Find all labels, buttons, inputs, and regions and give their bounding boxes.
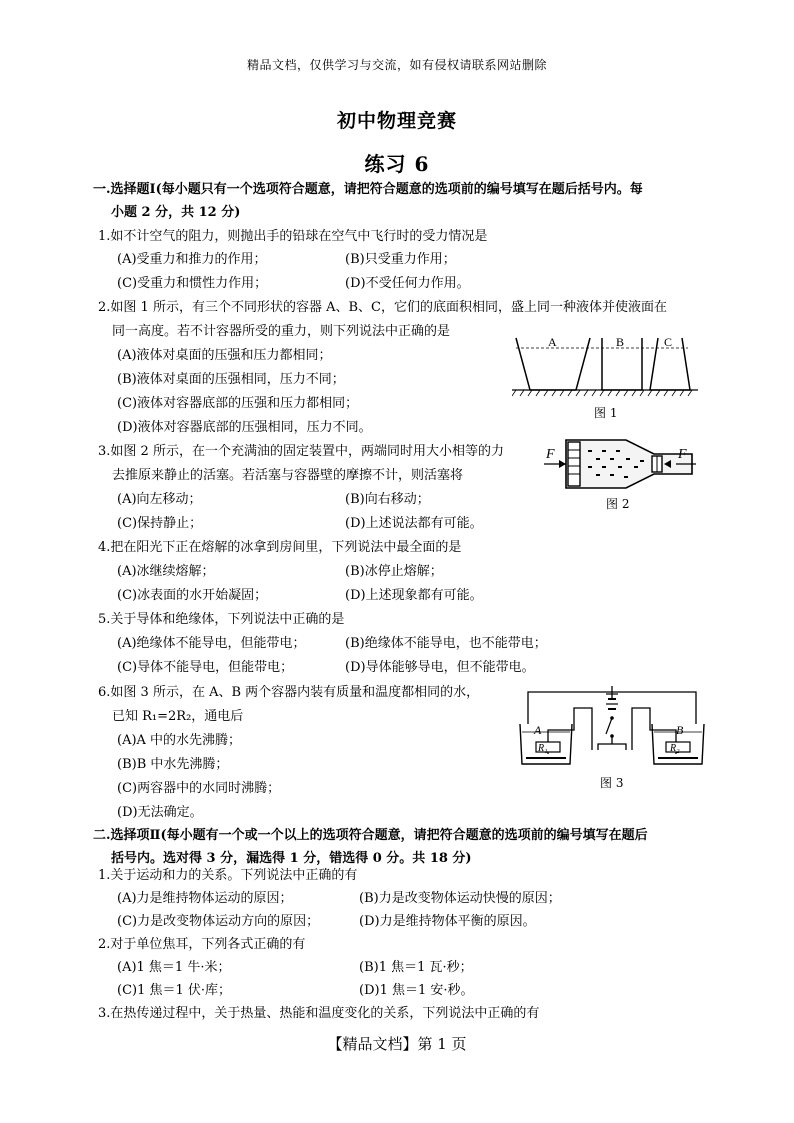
s2-question-3-stem: 3.在热传递过程中，关于热量、热能和温度变化的关系，下列说法中正确的有 (98, 1006, 540, 1021)
figure-3-label-r1: R₁ (538, 743, 548, 754)
question-6-stem: 6.如图 3 所示，在 A、B 两个容器内装有质量和温度都相同的水， (98, 685, 480, 700)
question-3-option-a: (A)向左移动； (117, 492, 202, 507)
s2-question-2-option-a: (A)1 焦＝1 牛·米； (117, 960, 231, 975)
question-3-option-b: (B)向右移动； (345, 492, 430, 507)
s2-question-2-option-d: (D)1 焦＝1 安·秒。 (359, 983, 474, 998)
question-3-option-c: (C)保持静止； (117, 516, 203, 531)
s2-question-1-option-a: (A)力是维持物体运动的原因； (117, 891, 293, 906)
figure-1-caption: 图 1 (594, 406, 618, 420)
figure-1-drawing (512, 330, 698, 402)
figure-2-force-left: F (546, 447, 555, 462)
figure-2-drawing (542, 436, 698, 492)
question-3-stem: 3.如图 2 所示，在一个充满油的固定装置中，两端同时用大小相等的力 (98, 444, 504, 459)
figure-3-label-r2: R₂ (670, 743, 680, 754)
page-subtitle: 练习 6 (364, 152, 430, 176)
figure-1-label-b: B (616, 335, 625, 349)
question-4-option-c: (C)冰表面的水开始凝固； (117, 588, 268, 603)
s2-question-1-stem: 1.关于运动和力的关系。下列说法中正确的有 (98, 868, 358, 883)
question-1-option-b: (B)只受重力作用； (345, 252, 456, 267)
section1-heading-line2: 小题 2 分，共 12 分) (111, 205, 241, 220)
figure-2-force-right: F (678, 447, 687, 462)
question-4-option-a: (A)冰继续熔解； (117, 564, 215, 579)
question-1-option-d: (D)不受任何力作用。 (345, 276, 470, 291)
question-5-stem: 5.关于导体和绝缘体，下列说法中正确的是 (98, 612, 345, 627)
s2-question-1-option-d: (D)力是维持物体平衡的原因。 (359, 914, 536, 929)
header-note: 精品文档，仅供学习与交流，如有侵权请联系网站删除 (246, 58, 547, 72)
question-5-option-d: (D)导体能够导电，但不能带电。 (345, 660, 535, 675)
section2-heading-line1: 二.选择项Ⅱ(每小题有一个或一个以上的选项符合题意，请把符合题意的选项前的编号填写在题后 (93, 828, 648, 843)
figure-1-label-a: A (548, 335, 557, 349)
question-6-option-a: (A)A 中的水先沸腾； (117, 733, 242, 748)
figure-3-label-a: A (534, 723, 542, 737)
question-4-option-b: (B)冰停止熔解； (345, 564, 443, 579)
question-5-option-a: (A)绝缘体不能导电，但能带电； (117, 636, 306, 651)
question-3-stem-cont: 去推原来静止的活塞。若活塞与容器壁的摩擦不计，则活塞将 (112, 468, 464, 483)
question-2-stem: 2.如图 1 所示，有三个不同形状的容器 A、B、C，它们的底面积相同，盛上同一种液体并使液面在 (98, 300, 667, 315)
question-2-option-d: (D)液体对容器底部的压强相同，压力不同。 (117, 420, 372, 435)
section2-heading (93, 824, 705, 870)
section1-heading-line1: 一.选择题Ⅰ(每小题只有一个选项符合题意，请把符合题意的选项前的编号填写在题后括号内。每 (93, 182, 643, 197)
question-1-option-c: (C)受重力和惯性力作用； (117, 276, 268, 291)
figure-1 (512, 330, 698, 402)
question-2-stem-cont: 同一高度。若不计容器所受的重力，则下列说法中正确的是 (112, 324, 451, 339)
section2-heading-line2: 括号内。选对得 3 分，漏选得 1 分，错选得 0 分。共 18 分) (111, 851, 472, 866)
figure-1-label-c: C (664, 335, 673, 349)
question-6-stem-cont: 已知 R₁=2R₂，通电后 (112, 709, 244, 724)
question-2-option-b: (B)液体对桌面的压强相同，压力不同； (117, 372, 345, 387)
figure-3-caption: 图 3 (600, 776, 624, 790)
question-6-option-d: (D)无法确定。 (117, 805, 203, 820)
section1-heading (93, 178, 705, 224)
s2-question-2-option-b: (B)1 焦＝1 瓦·秒； (359, 960, 473, 975)
figure-3 (514, 684, 710, 774)
s2-question-1-option-c: (C)力是改变物体运动方向的原因； (117, 914, 320, 929)
question-2-option-a: (A)液体对桌面的压强和压力都相同； (117, 348, 332, 363)
figure-2 (542, 436, 698, 492)
figure-2-caption: 图 2 (606, 497, 630, 511)
figure-3-drawing (514, 684, 710, 774)
question-5-option-b: (B)绝缘体不能导电，也不能带电； (345, 636, 547, 651)
figure-3-label-b: B (676, 723, 684, 737)
question-4-option-d: (D)上述现象都有可能。 (345, 588, 483, 603)
question-3-option-d: (D)上述说法都有可能。 (345, 516, 483, 531)
s2-question-1-option-b: (B)力是改变物体运动快慢的原因； (359, 891, 561, 906)
s2-question-2-stem: 2.对于单位焦耳，下列各式正确的有 (98, 937, 306, 952)
question-2-option-c: (C)液体对容器底部的压强和压力都相同； (117, 396, 359, 411)
question-6-option-c: (C)两容器中的水同时沸腾； (117, 781, 281, 796)
question-6-option-b: (B)B 中水先沸腾； (117, 757, 229, 772)
question-4-stem: 4.把在阳光下正在熔解的冰拿到房间里，下列说法中最全面的是 (98, 540, 462, 555)
question-1-option-a: (A)受重力和推力的作用； (117, 252, 267, 267)
s2-question-2-option-c: (C)1 焦＝1 伏·库； (117, 983, 232, 998)
page-footer: 【精品文档】第 1 页 (327, 1035, 467, 1053)
question-1-stem: 1.如不计空气的阻力，则抛出手的铅球在空气中飞行时的受力情况是 (98, 229, 488, 244)
question-5-option-c: (C)导体不能导电，但能带电； (117, 660, 294, 675)
page-title: 初中物理竞赛 (336, 110, 457, 132)
